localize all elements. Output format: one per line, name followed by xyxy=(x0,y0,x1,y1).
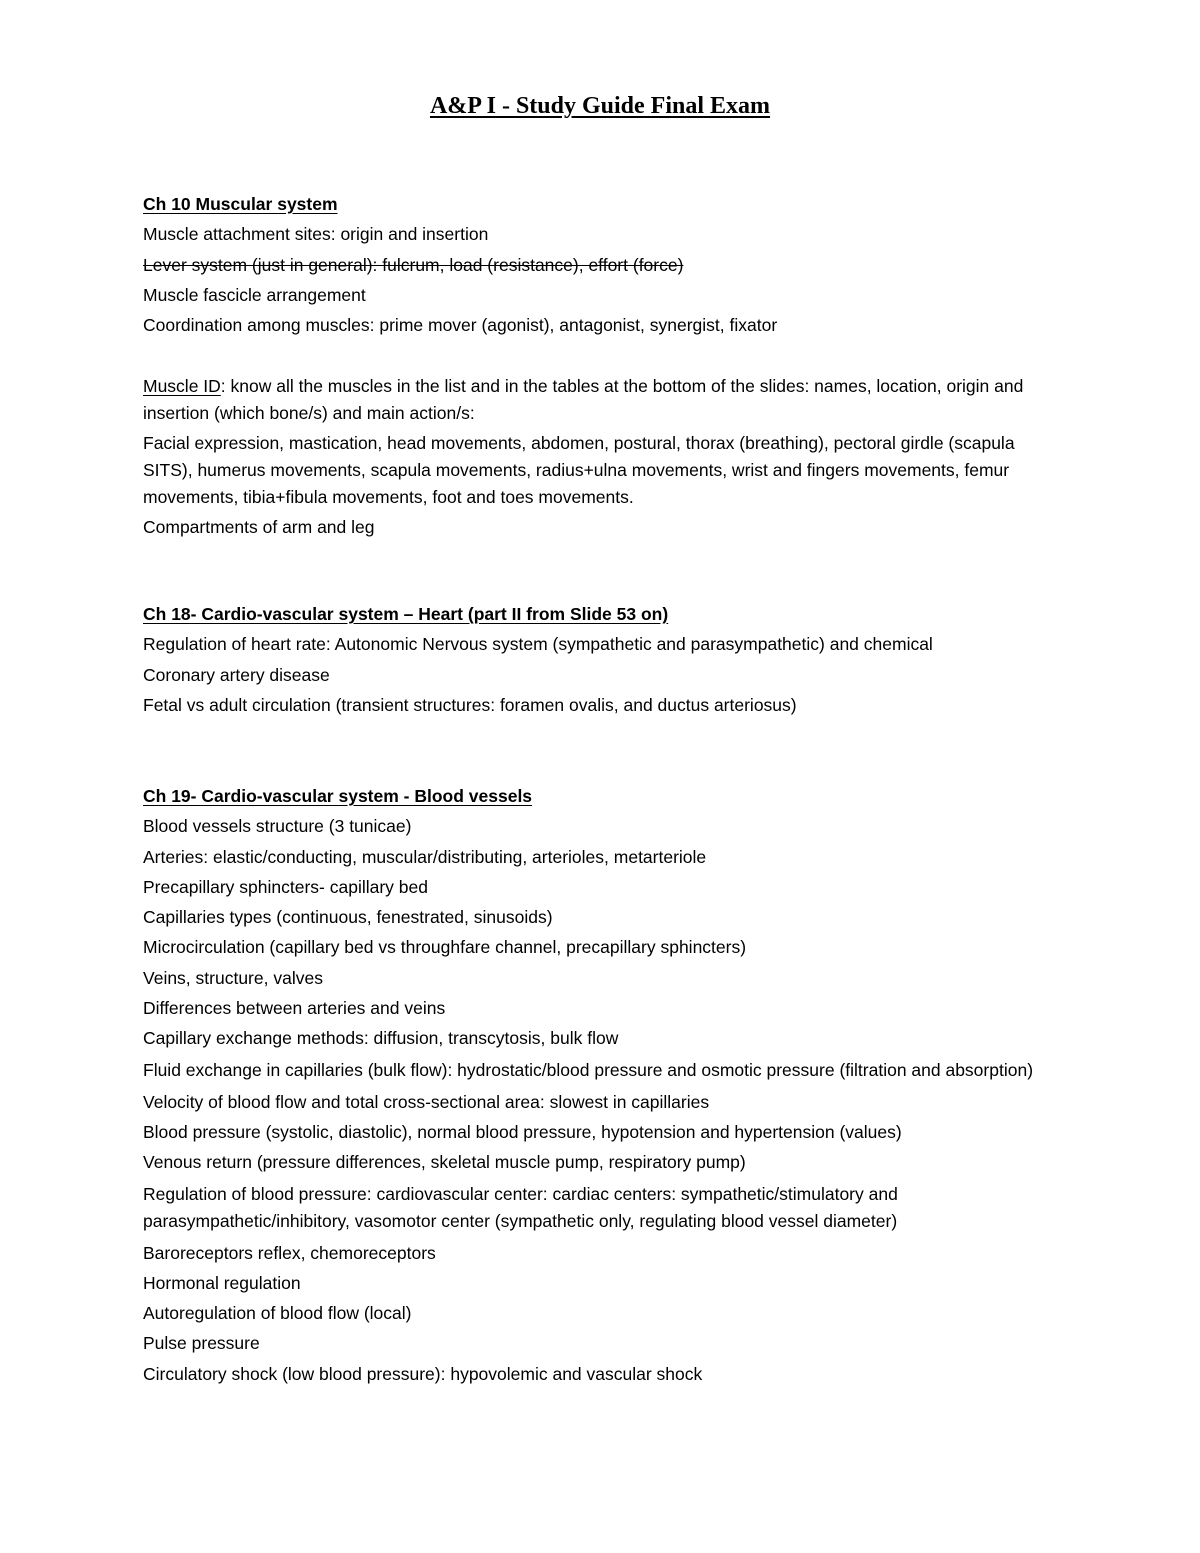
list-item: Microcirculation (capillary bed vs throughfare channel, precapillary sphincters) xyxy=(143,937,747,958)
list-item: Coordination among muscles: prime mover (agonist), antagonist, synergist, fixator xyxy=(143,315,778,336)
list-item: Fetal vs adult circulation (transient structures: foramen ovalis, and ductus arteriosus) xyxy=(143,694,797,715)
section-heading: Ch 10 Muscular system xyxy=(143,194,338,214)
page-title-text: A&P I - Study Guide Final Exam xyxy=(429,93,771,119)
list-item: Differences between arteries and veins xyxy=(143,998,446,1019)
list-item: Arteries: elastic/conducting, muscular/distributing, arterioles, metarteriole xyxy=(143,846,707,867)
list-item: Muscle attachment sites: origin and insertion xyxy=(143,224,489,245)
muscle-id-paragraph xyxy=(143,373,1063,427)
muscle-id-label: Muscle ID xyxy=(143,376,221,396)
list-item: Hormonal regulation xyxy=(143,1272,301,1293)
list-item: Regulation of blood pressure: cardiovascular center: cardiac centers: sympathetic/stimulatory and parasympathetic/inhibitory, vasomotor center (sympathetic only, regulating blood vessel diameter) xyxy=(143,1183,898,1231)
muscle-groups-paragraph: Facial expression, mastication, head movements, abdomen, postural, thorax (breathing), pectoral girdle (scapula SITS), humerus movements, scapula movements, radius+ulna movements, wrist and fingers movements, femur movements, tibia+fibula movements, foot and toes movements. xyxy=(143,433,1015,507)
list-item: Capillary exchange methods: diffusion, transcytosis, bulk flow xyxy=(143,1028,619,1049)
section-heading: Ch 18- Cardio-vascular system – Heart (part II from Slide 53 on) xyxy=(143,604,669,624)
list-item-struck: Lever system (just in general): fulcrum, load (resistance), effort (force) xyxy=(143,254,684,275)
muscle-id-text: : know all the muscles in the list and in the tables at the bottom of the slides: names, location, origin and insertion (which bone/s) and main action/s: xyxy=(143,376,1024,423)
list-item: Fluid exchange in capillaries (bulk flow): hydrostatic/blood pressure and osmotic pressure (filtration and absorption) xyxy=(143,1059,1034,1080)
list-item: Velocity of blood flow and total cross-sectional area: slowest in capillaries xyxy=(143,1091,710,1112)
list-item: Regulation of heart rate: Autonomic Nervous system (sympathetic and parasympathetic) and chemical xyxy=(143,634,933,655)
list-item: Autoregulation of blood flow (local) xyxy=(143,1303,412,1324)
list-item: Precapillary sphincters- capillary bed xyxy=(143,876,428,897)
list-item: Pulse pressure xyxy=(143,1333,260,1354)
list-item: Compartments of arm and leg xyxy=(143,517,375,537)
list-item: Baroreceptors reflex, chemoreceptors xyxy=(143,1242,436,1263)
list-item: Veins, structure, valves xyxy=(143,967,323,988)
list-item: Blood pressure (systolic, diastolic), normal blood pressure, hypotension and hypertension (values) xyxy=(143,1121,902,1142)
list-item: Coronary artery disease xyxy=(143,664,330,685)
list-item: Muscle fascicle arrangement xyxy=(143,284,366,305)
section-ch19 xyxy=(143,781,1063,1389)
list-item: Capillaries types (continuous, fenestrated, sinusoids) xyxy=(143,907,553,928)
section-ch18 xyxy=(143,599,1063,720)
list-item: Venous return (pressure differences, skeletal muscle pump, respiratory pump) xyxy=(143,1152,746,1173)
section-ch10 xyxy=(143,189,1063,340)
list-item: Blood vessels structure (3 tunicae) xyxy=(143,816,412,837)
section-heading: Ch 19- Cardio-vascular system - Blood vessels xyxy=(143,786,533,806)
muscle-id-block xyxy=(143,373,1063,544)
page-title xyxy=(0,92,1200,120)
list-item: Circulatory shock (low blood pressure): hypovolemic and vascular shock xyxy=(143,1363,703,1384)
